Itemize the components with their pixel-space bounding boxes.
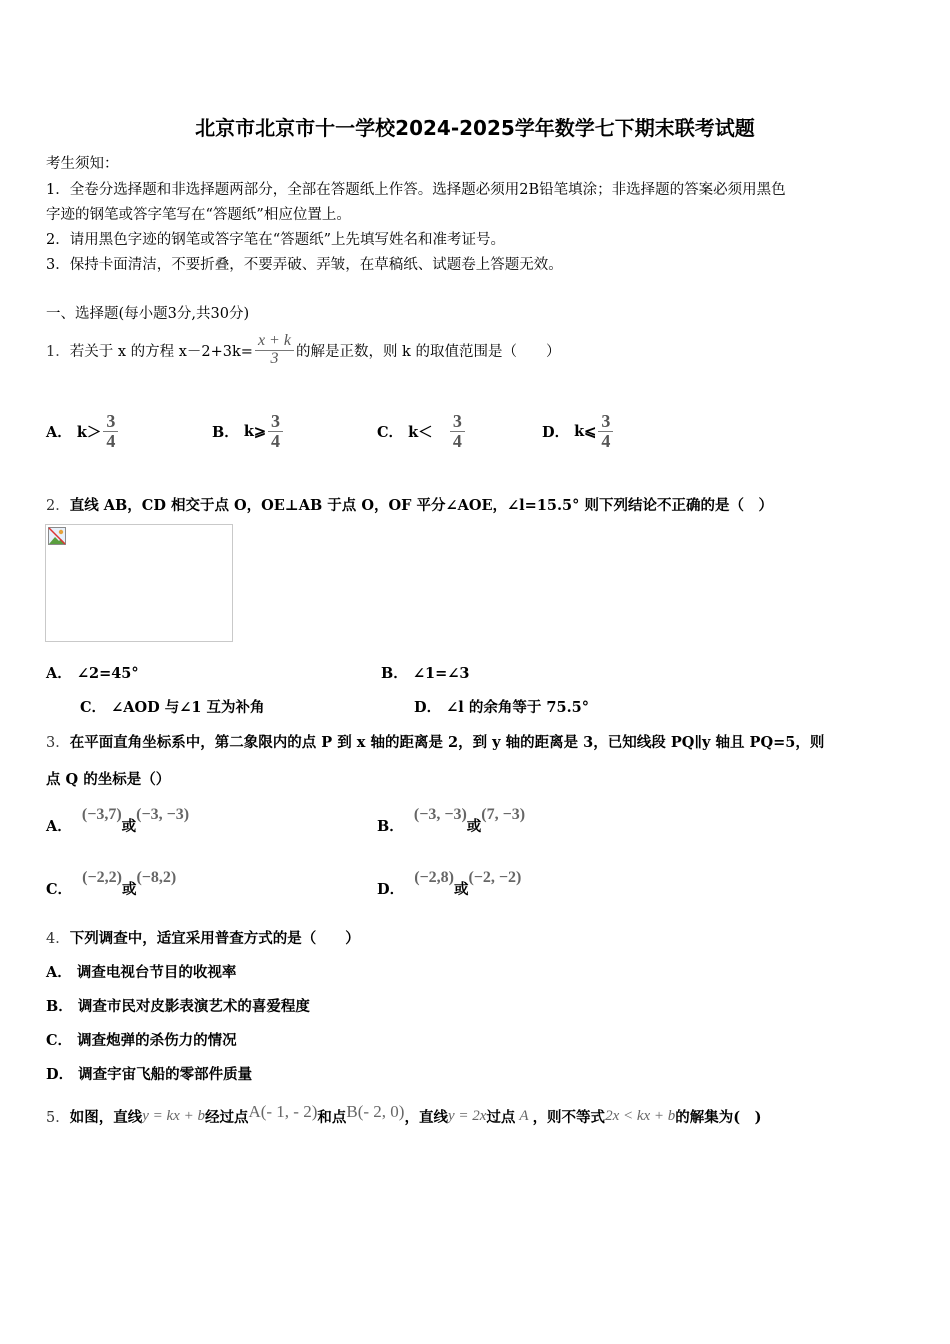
q1-option-b[interactable]: B． k⩾ $\frac{3}{4}$ bbox=[212, 408, 285, 454]
option-fraction: $\frac{3}{4}$ bbox=[103, 412, 118, 451]
question-5: 5． 如图，直线 y = kx + b 经过点 A(- 1, - 2) 和点 B(- 2, 0) ，直线 y = 2x 过点 A ，则不等式 2x < kx + b 的解集为( ) bbox=[46, 1102, 762, 1126]
q3-option-b[interactable]: B． (−3, −3) 或 (7, −3) bbox=[377, 806, 526, 835]
q4-option-d[interactable]: D． 调查宇宙飞船的零部件质量 bbox=[46, 1066, 253, 1083]
q3-option-c[interactable]: C． (−2,2) 或 (−8,2) bbox=[46, 869, 177, 898]
q3-option-a[interactable]: A． (−3,7) 或 (−3, −3) bbox=[46, 806, 190, 835]
question-1 bbox=[46, 326, 560, 374]
q4-option-b[interactable]: B． 调查市民对皮影表演艺术的喜爱程度 bbox=[46, 998, 310, 1015]
question-5-number: 5． bbox=[46, 1109, 70, 1126]
fraction-numerator: x + k bbox=[255, 333, 294, 351]
question-1-stem-post: 的解是正数，则 k 的取值范围是（ ） bbox=[295, 343, 561, 360]
q1-option-c[interactable]: C． k＜ $\frac{3}{4}$ bbox=[377, 408, 467, 454]
question-3-line-2: 点 Q 的坐标是（） bbox=[46, 771, 171, 788]
q1-option-d[interactable]: D． k⩽ $\frac{3}{4}$ bbox=[542, 408, 615, 454]
option-fraction: $\frac{3}{4}$ bbox=[268, 412, 283, 451]
q2-option-a[interactable]: A． ∠2=45° bbox=[46, 665, 139, 682]
q3-option-d[interactable]: D． (−2,8) 或 (−2, −2) bbox=[377, 869, 522, 898]
option-fraction: $\frac{3}{4}$ bbox=[598, 412, 613, 451]
notice-line-1a: 1．全卷分选择题和非选择题两部分，全部在答题纸上作答。选择题必须用2B铅笔填涂；非选择题的答案必须用黑色 bbox=[46, 182, 786, 198]
question-1-stem-pre: 若关于 x 的方程 x－2+3k= bbox=[69, 343, 253, 360]
notice-heading: 考生须知： bbox=[46, 156, 119, 172]
notice-line-3: 3．保持卡面清洁，不要折叠，不要弄破、弄皱，在草稿纸、试题卷上答题无效。 bbox=[46, 257, 563, 273]
question-3-line-1: 3．在平面直角坐标系中，第二象限内的点 P 到 x 轴的距离是 2，到 y 轴的距离是 3，已知线段 PQ∥y 轴且 PQ=5，则 bbox=[46, 734, 825, 751]
figure-image-placeholder bbox=[45, 524, 233, 642]
notice-line-2: 2．请用黑色字迹的钢笔或答字笔在“答题纸”上先填写姓名和准考证号。 bbox=[46, 232, 506, 248]
notice-line-1b: 字迹的钢笔或答字笔写在“答题纸”相应位置上。 bbox=[46, 207, 351, 223]
question-3-number: 3． bbox=[46, 735, 70, 751]
question-4-number: 4． bbox=[46, 931, 70, 947]
page-title: 北京市北京市十一学校2024-2025学年数学七下期末联考试题 bbox=[195, 116, 755, 140]
q2-option-c[interactable]: C． ∠AOD 与∠1 互为补角 bbox=[80, 699, 265, 716]
question-4: 4．下列调查中，适宜采用普查方式的是（ ） bbox=[46, 930, 360, 947]
broken-image-icon bbox=[48, 527, 66, 545]
q4-option-c[interactable]: C． 调查炮弹的杀伤力的情况 bbox=[46, 1032, 237, 1049]
q4-option-a[interactable]: A． 调查电视台节目的收视率 bbox=[46, 964, 237, 981]
question-2-number: 2． bbox=[46, 498, 70, 514]
q2-option-d[interactable]: D． ∠l 的余角等于 75.5° bbox=[414, 699, 589, 716]
fraction-denominator: 3 bbox=[270, 349, 279, 367]
option-fraction: $\frac{3}{4}$ bbox=[450, 412, 465, 451]
question-1-fraction bbox=[255, 333, 294, 368]
question-1-number: 1． bbox=[46, 343, 70, 360]
q1-option-a[interactable]: A． k＞ $\frac{3}{4}$ bbox=[46, 408, 120, 454]
question-2 bbox=[46, 494, 773, 515]
section-heading: 一、选择题(每小题3分,共30分) bbox=[46, 306, 250, 322]
q2-option-b[interactable]: B． ∠1=∠3 bbox=[381, 665, 470, 682]
question-2-stem: 直线 AB，CD 相交于点 O，OE⊥AB 于点 O，OF 平分∠AOE，∠l=15.5° 则下列结论不正确的是（ ） bbox=[69, 497, 773, 514]
